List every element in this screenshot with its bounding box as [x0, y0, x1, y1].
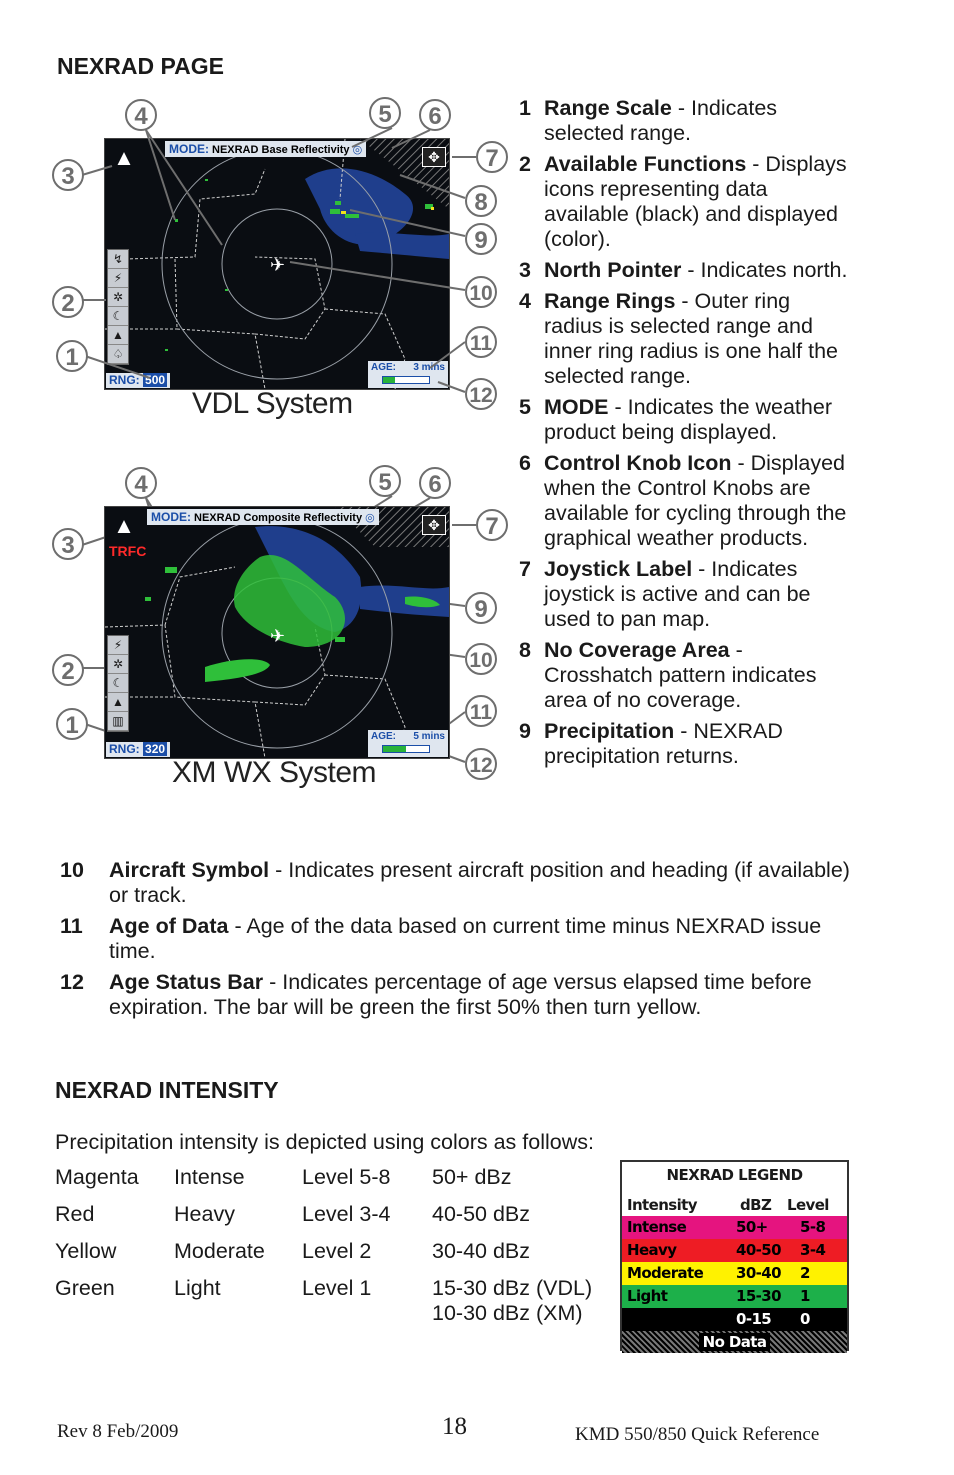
legend-level: 5-8: [800, 1218, 826, 1236]
intensity-color-text: Magenta: [55, 1165, 139, 1189]
legend-intensity: Intense: [627, 1218, 687, 1236]
intensity-intensity: [174, 1202, 302, 1239]
description-title: Range Rings: [544, 289, 676, 313]
description-text: - Crosshatch pattern indicates area of no coverage.: [544, 638, 817, 712]
legend-header: Intensity dBZ Level: [627, 1196, 829, 1214]
description-number: 3: [519, 258, 531, 282]
intensity-color: [55, 1202, 174, 1239]
aircraft-symbol: ✈: [270, 626, 286, 647]
intensity-intensity-text: Heavy: [174, 1202, 235, 1226]
north-pointer-icon: ▲: [113, 513, 135, 538]
description-title: Available Functions: [544, 152, 747, 176]
callout-12: 12: [465, 378, 497, 410]
callout-1: 1: [56, 708, 88, 740]
intensity-level-text: Level 1: [302, 1276, 372, 1300]
function-icon: ✲: [108, 288, 128, 307]
description-item: [519, 96, 849, 146]
footer-page-number: 18: [442, 1413, 467, 1440]
legend-intensity: Light: [627, 1287, 668, 1305]
xm-nexrad-screen: [104, 506, 450, 759]
intensity-intensity: [174, 1165, 302, 1202]
callout-11: 11: [465, 695, 497, 727]
section-title-nexrad-intensity: NEXRAD INTENSITY: [55, 1077, 279, 1103]
range-value: 500: [145, 373, 166, 387]
intensity-color: [55, 1276, 174, 1326]
legend-level: 1: [800, 1287, 810, 1305]
description-text: - Displayed when the Control Knobs are available for cycling through the graphical weather products.: [544, 451, 847, 550]
legend-no-data: No Data: [622, 1331, 847, 1353]
description-text: - Displays icons representing data available (black) and displayed (color).: [544, 152, 847, 251]
description-title: North Pointer: [544, 258, 682, 282]
intensity-dbz-text: 30-40 dBz: [432, 1239, 531, 1263]
intensity-dbz: [432, 1239, 622, 1276]
xm-map: [105, 507, 449, 758]
function-icon: ▲: [108, 326, 128, 345]
description-text: - Indicates the weather product being displayed.: [544, 395, 832, 444]
callout-2: 2: [52, 654, 84, 686]
function-icon: ▥: [108, 712, 128, 731]
callout-3: 3: [52, 159, 84, 191]
description-list: [519, 96, 849, 775]
legend-intensity: Moderate: [627, 1264, 704, 1282]
intensity-level-text: Level 5-8: [302, 1165, 391, 1189]
range-scale: RNG: 500: [106, 373, 170, 388]
control-knob-icon: ◎: [352, 144, 363, 156]
precipitation: [145, 555, 440, 682]
description-title: MODE: [544, 395, 609, 419]
function-icon: ↯: [108, 250, 128, 269]
callout-8: 8: [465, 185, 497, 217]
callout-5: 5: [369, 465, 401, 497]
description-title: Precipitation: [544, 719, 675, 743]
callout-9: 9: [465, 223, 497, 255]
description-item: [60, 970, 860, 1020]
description-number: 6: [519, 451, 531, 475]
description-number: 12: [60, 970, 84, 994]
legend-dbz: 30-40: [736, 1264, 781, 1282]
age-value: 3 mins: [413, 362, 445, 373]
legend-dbz: 0-15: [736, 1310, 772, 1328]
intensity-level: [302, 1202, 432, 1239]
description-number: 9: [519, 719, 531, 743]
legend-dbz: 50+: [736, 1218, 768, 1236]
description-number: 10: [60, 858, 84, 882]
description-title: Range Scale: [544, 96, 672, 120]
age-status-bar: [382, 745, 430, 753]
callout-4: 4: [125, 467, 157, 499]
callout-9: 9: [465, 592, 497, 624]
function-icon: ♤: [108, 345, 128, 364]
function-icon: ▲: [108, 693, 128, 712]
function-icon: ⚡: [108, 636, 128, 655]
intensity-dbz: [432, 1165, 622, 1202]
available-functions: [107, 635, 129, 732]
description-title: Control Knob Icon: [544, 451, 732, 475]
mode-bar: MODE: NEXRAD Composite Reflectivity ◎: [147, 509, 379, 525]
description-item: [60, 914, 860, 964]
intensity-dbz: [432, 1202, 622, 1239]
callout-11: 11: [465, 326, 497, 358]
description-item: [60, 858, 860, 908]
intensity-row: [55, 1276, 622, 1326]
legend-row: [622, 1239, 847, 1262]
intensity-dbz-text: 40-50 dBz: [432, 1202, 531, 1226]
description-text: - Indicates north.: [681, 258, 848, 282]
description-item: [519, 395, 849, 445]
legend-intensity: Heavy: [627, 1241, 677, 1259]
description-title: Aircraft Symbol: [109, 858, 270, 882]
intensity-row: [55, 1202, 622, 1239]
mode-bar: MODE: NEXRAD Base Reflectivity ◎: [165, 141, 366, 157]
description-title: Age Status Bar: [109, 970, 264, 994]
legend-title: NEXRAD LEGEND: [666, 1166, 803, 1184]
description-text: - Age of the data based on current time minus NEXRAD issue time.: [109, 914, 822, 963]
description-item: [519, 557, 849, 632]
description-number: 7: [519, 557, 531, 581]
legend-level: 0: [800, 1310, 810, 1328]
north-pointer-icon: ▲: [113, 145, 135, 170]
intensity-intensity-text: Intense: [174, 1165, 245, 1189]
legend-row: [622, 1216, 847, 1239]
intensity-color: [55, 1239, 174, 1276]
legend-dbz: 40-50: [736, 1241, 781, 1259]
callout-10: 10: [465, 643, 497, 675]
footer-revision: Rev 8 Feb/2009: [57, 1421, 179, 1442]
description-number: 2: [519, 152, 531, 176]
callout-4: 4: [125, 99, 157, 131]
callout-12: 12: [465, 748, 497, 780]
function-icon: ⚡: [108, 269, 128, 288]
description-item: [519, 451, 849, 551]
wide-description-list: [60, 858, 860, 1026]
intensity-dbz-text: 50+ dBz: [432, 1165, 512, 1189]
range-scale: RNG: 320: [106, 742, 170, 757]
intensity-intensity-text: Light: [174, 1276, 221, 1300]
description-text: - NEXRAD precipitation returns.: [544, 719, 783, 768]
intensity-row: [55, 1165, 622, 1202]
intensity-intensity-text: Moderate: [174, 1239, 265, 1263]
callout-5: 5: [369, 97, 401, 129]
legend-level: 2: [800, 1264, 810, 1282]
age-value: 5 mins: [413, 731, 445, 742]
control-knob-icon: ◎: [365, 512, 375, 524]
intensity-intro: Precipitation intensity is depicted using colors as follows:: [55, 1130, 594, 1154]
description-title: Joystick Label: [544, 557, 693, 581]
legend-level: 3-4: [800, 1241, 826, 1259]
intensity-dbz-xm-text: 10-30 dBz (XM): [432, 1301, 583, 1325]
description-title: Age of Data: [109, 914, 229, 938]
vdl-caption: VDL System: [192, 387, 353, 420]
nexrad-legend: [620, 1160, 849, 1351]
description-text: - Indicates percentage of age versus elapsed time before expiration. The bar will be green the first 50% then turn yellow.: [109, 970, 812, 1019]
callout-2: 2: [52, 286, 84, 318]
description-item: [519, 289, 849, 389]
footer-title: KMD 550/850 Quick Reference: [575, 1424, 820, 1445]
callout-6: 6: [419, 99, 451, 131]
legend-row: [622, 1285, 847, 1308]
intensity-level: [302, 1239, 432, 1276]
description-number: 1: [519, 96, 531, 120]
description-item: [519, 258, 849, 283]
intensity-row: [55, 1239, 622, 1276]
intensity-intensity: [174, 1239, 302, 1276]
intensity-intensity: [174, 1276, 302, 1326]
joystick-icon: ✥: [422, 147, 446, 167]
xm-caption: XM WX System: [172, 756, 377, 789]
intensity-color-text: Red: [55, 1202, 95, 1226]
intensity-level: [302, 1165, 432, 1202]
lake-region-2: [360, 586, 449, 617]
description-number: 5: [519, 395, 531, 419]
mode-value: NEXRAD Base Reflectivity: [212, 144, 350, 156]
intensity-color-text: Green: [55, 1276, 115, 1300]
description-text: - Indicates present aircraft position and heading (if available) or track.: [109, 858, 850, 907]
description-number: 8: [519, 638, 531, 662]
function-icon: ✲: [108, 655, 128, 674]
intensity-level: [302, 1276, 432, 1326]
intensity-table: [55, 1165, 622, 1326]
callout-3: 3: [52, 528, 84, 560]
intensity-dbz-text: 15-30 dBz (VDL): [432, 1276, 593, 1300]
description-title: No Coverage Area: [544, 638, 730, 662]
intensity-color: [55, 1165, 174, 1202]
legend-dbz: 15-30: [736, 1287, 781, 1305]
legend-row: [622, 1308, 847, 1331]
age-of-data: AGE: 5 mins: [368, 730, 448, 757]
intensity-level-text: Level 3-4: [302, 1202, 391, 1226]
callout-7: 7: [476, 509, 508, 541]
function-icon: ☾: [108, 674, 128, 693]
callout-6: 6: [419, 467, 451, 499]
age-of-data: AGE: 3 mins: [368, 361, 448, 388]
description-number: 4: [519, 289, 531, 313]
description-item: [519, 152, 849, 252]
mode-value: NEXRAD Composite Reflectivity: [194, 512, 363, 524]
traffic-label: TRFC: [109, 543, 147, 559]
callout-1: 1: [56, 340, 88, 372]
intensity-dbz: [432, 1276, 622, 1326]
callout-7: 7: [476, 141, 508, 173]
range-value: 320: [145, 742, 166, 756]
description-text: - Indicates selected range.: [544, 96, 778, 145]
legend-row: [622, 1262, 847, 1285]
aircraft-symbol: ✈: [270, 255, 286, 276]
intensity-level-text: Level 2: [302, 1239, 372, 1263]
intensity-color-text: Yellow: [55, 1239, 117, 1263]
joystick-icon: ✥: [422, 515, 446, 535]
description-number: 11: [60, 914, 83, 938]
legend-rows: [622, 1216, 847, 1331]
callout-10: 10: [465, 276, 497, 308]
description-text: - Indicates joystick is active and can be used to pan map.: [544, 557, 811, 631]
description-text: - Outer ring radius is selected range and inner ring radius is one half the selected range.: [544, 289, 839, 388]
description-item: [519, 719, 849, 769]
section-title-nexrad-page: NEXRAD PAGE: [57, 53, 224, 79]
function-icon: ☾: [108, 307, 128, 326]
description-item: [519, 638, 849, 713]
